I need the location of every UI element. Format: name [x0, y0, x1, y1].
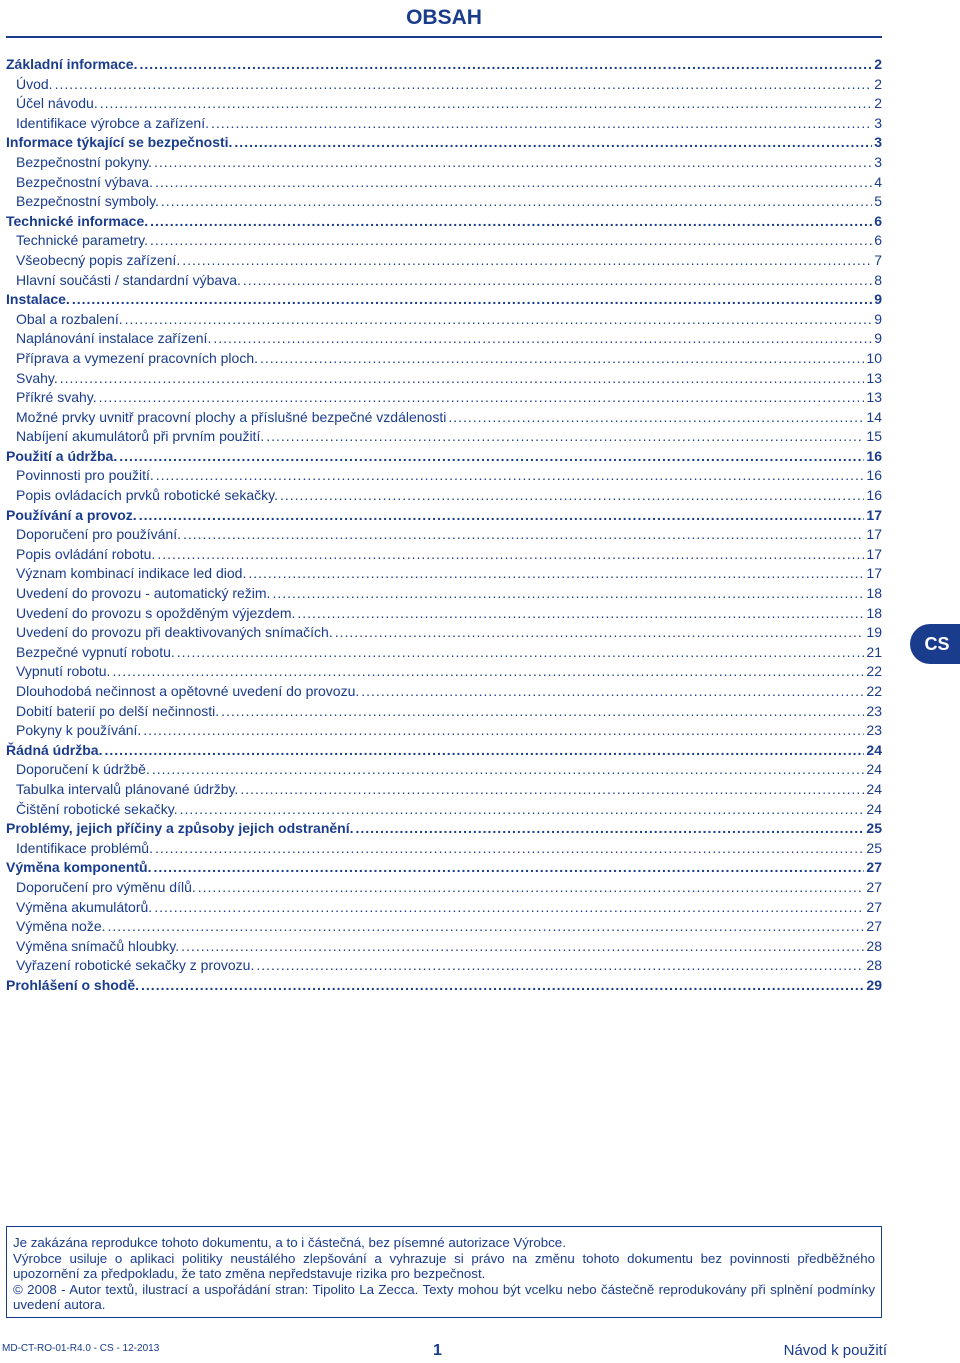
toc-entry[interactable] [6, 290, 882, 310]
toc-entry[interactable] [6, 760, 882, 780]
toc-leader-dots [248, 564, 864, 584]
toc-entry-title: Doporučení pro používání. [16, 526, 181, 543]
manual-label: Návod k použití [783, 1342, 887, 1359]
toc-leader-dots [153, 858, 864, 878]
toc-entry[interactable] [6, 114, 882, 134]
toc-entry-page: 17 [866, 545, 882, 562]
toc-entry-title: Význam kombinací indikace led diod. [16, 565, 247, 582]
toc-entry[interactable] [6, 623, 882, 643]
toc-entry-page: 16 [866, 447, 882, 464]
toc-entry-page: 10 [866, 349, 882, 366]
toc-entry-title: Základní informace. [6, 56, 138, 72]
toc-entry[interactable] [6, 231, 882, 251]
toc-entry-page: 16 [866, 487, 882, 504]
toc-entry[interactable] [6, 486, 882, 506]
toc-entry[interactable] [6, 506, 882, 526]
toc-entry-page: 19 [866, 624, 882, 641]
toc-entry[interactable] [6, 251, 882, 271]
table-of-contents [6, 55, 882, 996]
toc-leader-dots [72, 290, 872, 310]
toc-entry-page: 9 [874, 310, 882, 327]
toc-entry-title: Prohlášení o shodě. [6, 976, 140, 993]
toc-entry[interactable] [6, 858, 882, 878]
toc-entry-page: 3 [874, 134, 882, 151]
toc-entry-title: Nabíjení akumulátorů při prvním použití. [16, 428, 265, 445]
toc-entry-title: Pokyny k používání. [16, 722, 142, 739]
toc-entry-page: 27 [866, 898, 882, 915]
toc-entry-title: Všeobecný popis zařízení. [16, 251, 181, 268]
toc-entry-page: 14 [866, 408, 882, 425]
toc-entry[interactable] [6, 271, 882, 291]
toc-entry[interactable] [6, 780, 882, 800]
toc-leader-dots [256, 956, 864, 976]
toc-entry-title: Uvedení do provozu - automatický režim. [16, 585, 271, 602]
toc-leader-dots [139, 506, 865, 526]
toc-entry[interactable] [6, 564, 882, 584]
toc-leader-dots [272, 584, 864, 604]
toc-entry-title: Výměna nože. [16, 918, 106, 935]
toc-entry-page: 24 [866, 761, 882, 778]
toc-entry[interactable] [6, 584, 882, 604]
toc-entry-title: Instalace. [6, 291, 70, 308]
toc-entry-title: Tabulka intervalů plánované údržby. [16, 780, 239, 797]
toc-entry[interactable] [6, 310, 882, 330]
toc-entry-page: 6 [874, 232, 882, 249]
toc-leader-dots [157, 545, 864, 565]
toc-entry[interactable] [6, 956, 882, 976]
toc-entry-page: 22 [866, 663, 882, 680]
toc-leader-dots [125, 310, 873, 330]
toc-leader-dots [211, 114, 872, 134]
toc-entry-page: 2 [874, 95, 882, 112]
toc-entry-title: Bezpečnostní výbava. [16, 173, 153, 190]
toc-entry-page: 9 [874, 330, 882, 347]
toc-entry-page: 22 [866, 683, 882, 699]
toc-entry[interactable] [6, 133, 882, 153]
toc-entry-title: Použití a údržba. [6, 447, 118, 464]
toc-entry[interactable] [6, 55, 882, 75]
toc-entry-title: Dlouhodobá nečinnost a opětovné uvedení do provozu. [16, 683, 360, 699]
toc-entry-page: 5 [874, 193, 882, 210]
toc-entry[interactable] [6, 349, 882, 369]
toc-entry[interactable] [6, 662, 882, 682]
toc-entry[interactable] [6, 94, 882, 114]
toc-leader-dots [260, 349, 864, 369]
toc-leader-dots [154, 153, 872, 173]
toc-entry[interactable] [6, 173, 882, 193]
document-code: MD-CT-RO-01-R4.0 - CS - 12-2013 [2, 1343, 160, 1354]
toc-entry-page: 27 [866, 918, 882, 935]
toc-leader-dots [112, 662, 864, 682]
toc-entry[interactable] [6, 878, 882, 898]
toc-entry-title: Dobití baterií po delší nečinnosti. [16, 702, 220, 719]
toc-entry[interactable] [6, 898, 882, 918]
toc-leader-dots [152, 760, 865, 780]
toc-leader-dots [143, 721, 864, 741]
toc-entry-page: 25 [866, 820, 882, 837]
toc-entry-title: Svahy. [16, 369, 58, 386]
toc-leader-dots [361, 682, 864, 702]
toc-entry[interactable] [6, 75, 882, 95]
toc-leader-dots [335, 623, 865, 643]
toc-leader-dots [161, 192, 872, 212]
toc-entry-title: Možné prvky uvnitř pracovní plochy a příslušné bezpečné vzdálenosti [16, 408, 447, 425]
toc-leader-dots [182, 251, 872, 271]
language-tab-label: CS [924, 634, 950, 654]
toc-leader-dots [198, 878, 865, 898]
toc-leader-dots [183, 525, 864, 545]
toc-entry-title: Úvod. [16, 75, 53, 92]
toc-leader-dots [156, 466, 865, 486]
toc-entry-page: 24 [866, 780, 882, 797]
toc-entry-page: 25 [866, 839, 882, 856]
toc-entry-title: Příprava a vymezení pracovních ploch. [16, 349, 259, 366]
toc-leader-dots [141, 976, 864, 996]
notice-line-1: Je zakázána reprodukce tohoto dokumentu, a to i částečná, bez písemné autorizace Výrobce. [13, 1235, 566, 1250]
toc-entry[interactable] [6, 937, 882, 957]
toc-entry-title: Uvedení do provozu s opožděným výjezdem. [16, 604, 296, 621]
toc-entry-page: 9 [874, 291, 882, 308]
title-divider [6, 36, 882, 38]
toc-entry-page: 6 [874, 212, 882, 229]
toc-entry-title: Bezpečnostní symboly. [16, 193, 159, 210]
toc-entry-title: Informace týkající se bezpečnosti. [6, 134, 233, 151]
toc-leader-dots [240, 780, 864, 800]
toc-entry[interactable] [6, 839, 882, 859]
toc-leader-dots [150, 231, 872, 251]
toc-entry-title: Technické parametry. [16, 232, 149, 249]
toc-entry[interactable] [6, 976, 882, 996]
toc-entry[interactable] [6, 192, 882, 212]
toc-entry-page: 16 [866, 467, 882, 484]
page-title: OBSAH [406, 6, 482, 29]
toc-entry[interactable] [6, 917, 882, 937]
toc-entry-page: 27 [866, 878, 882, 895]
toc-leader-dots [177, 643, 865, 663]
toc-leader-dots [234, 133, 872, 153]
toc-leader-dots [213, 329, 872, 349]
toc-entry-page: 27 [866, 859, 882, 876]
toc-entry[interactable] [6, 525, 882, 545]
toc-leader-dots [155, 173, 872, 193]
toc-leader-dots [139, 55, 872, 75]
toc-entry[interactable] [6, 545, 882, 565]
toc-entry-title: Výměna komponentů. [6, 859, 152, 876]
toc-entry[interactable] [6, 388, 882, 408]
toc-entry[interactable] [6, 604, 882, 624]
toc-entry[interactable] [6, 466, 882, 486]
toc-entry-title: Naplánování instalace zařízení. [16, 330, 212, 347]
toc-entry-page: 3 [874, 114, 882, 131]
toc-entry-title: Účel návodu. [16, 95, 98, 112]
toc-entry[interactable] [6, 369, 882, 389]
toc-entry-page: 23 [866, 702, 882, 719]
toc-entry[interactable] [6, 741, 882, 761]
toc-entry-page: 3 [874, 153, 882, 170]
toc-entry-title: Doporučení k údržbě. [16, 761, 150, 778]
toc-entry-page: 17 [866, 506, 882, 523]
toc-entry[interactable] [6, 682, 882, 702]
toc-entry[interactable] [6, 702, 882, 722]
toc-entry-page: 2 [874, 56, 882, 72]
toc-entry-title: Problémy, jejich příčiny a způsoby jejich odstranění. [6, 820, 354, 837]
toc-leader-dots [356, 819, 865, 839]
toc-entry-title: Vyřazení robotické sekačky z provozu. [16, 957, 255, 974]
toc-leader-dots [100, 94, 872, 114]
toc-entry-page: 29 [866, 976, 882, 993]
copyright-notice [6, 1226, 882, 1318]
toc-entry[interactable] [6, 427, 882, 447]
toc-entry-title: Bezpečnostní pokyny. [16, 153, 152, 170]
toc-entry-title: Obal a rozbalení. [16, 310, 123, 327]
toc-entry-title: Čištění robotické sekačky. [16, 800, 178, 817]
toc-entry-page: 7 [874, 251, 882, 268]
toc-entry-page: 15 [866, 428, 882, 445]
toc-leader-dots [448, 408, 864, 428]
toc-entry-title: Popis ovládání robotu. [16, 545, 156, 562]
toc-leader-dots [297, 604, 864, 624]
toc-entry-title: Vypnutí robotu. [16, 663, 111, 680]
toc-entry-page: 18 [866, 604, 882, 621]
toc-entry[interactable] [6, 800, 882, 820]
toc-entry-page: 17 [866, 526, 882, 543]
page-number: 1 [433, 1342, 442, 1359]
toc-entry-page: 8 [874, 271, 882, 288]
toc-leader-dots [150, 212, 872, 232]
toc-entry-page: 23 [866, 722, 882, 739]
language-tab [910, 624, 960, 664]
toc-entry-page: 21 [866, 643, 882, 660]
toc-leader-dots [99, 388, 865, 408]
toc-entry-page: 13 [866, 369, 882, 386]
toc-leader-dots [154, 898, 864, 918]
toc-entry-title: Výměna akumulátorů. [16, 898, 153, 915]
toc-entry-title: Povinnosti pro použití. [16, 467, 154, 484]
toc-entry-page: 4 [874, 173, 882, 190]
toc-entry-page: 24 [866, 741, 882, 758]
toc-entry[interactable] [6, 643, 882, 663]
toc-entry-page: 18 [866, 585, 882, 602]
toc-entry[interactable] [6, 721, 882, 741]
toc-entry-title: Bezpečné vypnutí robotu. [16, 643, 175, 660]
notice-line-2: Výrobce usiluje o aplikaci politiky neustálého zlepšování a vyhrazuje si právo na změnu tohoto dokumentu bez povinnosti předběžného upozornění za předpokladu, že tato změna nepředstavuje rizika pro bezpečnost. [13, 1250, 875, 1281]
toc-entry[interactable] [6, 153, 882, 173]
toc-entry-title: Výměna snímačů hloubky. [16, 937, 180, 954]
toc-leader-dots [266, 427, 864, 447]
toc-leader-dots [104, 741, 864, 761]
toc-leader-dots [243, 271, 872, 291]
toc-leader-dots [221, 702, 864, 722]
toc-entry-title: Identifikace výrobce a zařízení. [16, 114, 209, 131]
toc-entry-title: Řádná údržba. [6, 741, 103, 758]
toc-entry[interactable] [6, 329, 882, 349]
toc-entry-page: 13 [866, 389, 882, 406]
toc-entry[interactable] [6, 819, 882, 839]
toc-leader-dots [55, 75, 873, 95]
toc-entry-title: Popis ovládacích prvků robotické sekačky. [16, 487, 278, 504]
toc-leader-dots [108, 917, 865, 937]
toc-entry-page: 28 [866, 937, 882, 954]
toc-entry-title: Příkré svahy. [16, 389, 97, 406]
toc-leader-dots [181, 937, 864, 957]
toc-entry-page: 24 [866, 800, 882, 817]
toc-entry-page: 28 [866, 957, 882, 974]
toc-leader-dots [119, 447, 864, 467]
toc-entry-title: Doporučení pro výměnu dílů. [16, 878, 196, 895]
toc-leader-dots [60, 369, 865, 389]
toc-entry-title: Hlavní součásti / standardní výbava. [16, 271, 241, 288]
toc-entry-title: Používání a provoz. [6, 506, 137, 523]
toc-entry[interactable] [6, 408, 882, 428]
toc-leader-dots [280, 486, 864, 506]
toc-entry-title: Identifikace problémů. [16, 839, 153, 856]
toc-entry-page: 17 [866, 565, 882, 582]
toc-entry-title: Uvedení do provozu při deaktivovaných snímačích. [16, 624, 333, 641]
toc-entry[interactable] [6, 447, 882, 467]
toc-leader-dots [155, 839, 864, 859]
toc-entry[interactable] [6, 212, 882, 232]
notice-line-3: © 2008 - Autor textů, ilustrací a uspořádání stran: Tipolito La Zecca. Texty mohou být vcelku nebo částečně reprodukovány při splnění podmínky uvedení autora. [13, 1281, 875, 1312]
toc-entry-page: 2 [874, 75, 882, 92]
toc-leader-dots [180, 800, 865, 820]
toc-entry-title: Technické informace. [6, 212, 149, 229]
